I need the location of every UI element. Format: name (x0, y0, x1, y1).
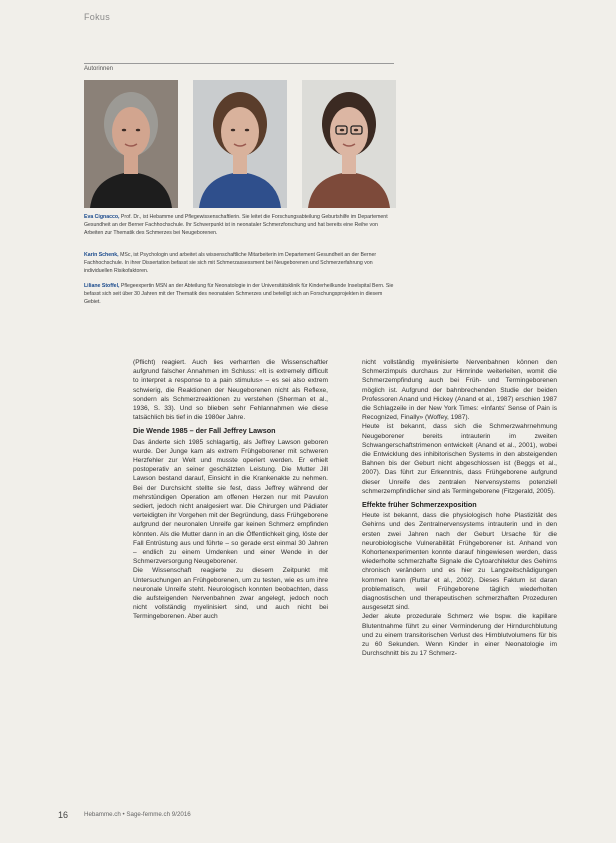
subheading: Effekte früher Schmerzexposition (362, 500, 477, 510)
paragraph: Die Wissenschaft reagierte zu diesem Zeitpunkt mit Untersuchungen an Frühgeborenen, um zu testen, wie es um ihre neuronale Unreife steht. Neurologisch konnten beobachten, dass die aufsteigenden Nervenbahnen zwar angelegt, jedoch noch nicht vollständig myelinisiert sind, und auch nicht bei Termingeborenen. Aber auch (133, 567, 328, 621)
author-photo-schenk (193, 80, 287, 208)
portrait-illustration (84, 80, 178, 208)
paragraph: Heute ist bekannt, dass sich die Schmerzwahrnehmung Neugeborener bereits intrauterin im zweiten Schwangerschaftstrimenon entwickelt (Anand et al., 2001), wobei die Entwicklung des inhibitorischen Systems in den absteigenden Bahnen bis der Geburt nicht abgeschlossen ist (Beggs et al., 2007). Das führt zur Erkenntnis, dass Frühgeborene aufgrund dieser Unreife des zentralen Nervensystems potenziell schmerzempfindlicher sind als Termingeborene (Fitzgerald, 2005). (362, 423, 557, 495)
bio-stoffel (84, 283, 396, 307)
paragraph: Heute ist bekannt, dass die physiologisch hohe Plastizität des Gehirns und des Zentralnervensystems intrauterin und in den ersten zwei Jahren nach der Geburt Ursache für die neurobiologische Vulnerabilität Frühgeborener ist. Anhand von Kohortenexperimenten konnte darauf hingewiesen werden, dass wiederholte schmerzhafte Signale die Cytoarchitektur des Gehirns chronisch verändern und es hier zu Langzeitschädigungen kommen kann (Ruttar et al., 2002). Dieses Faktum ist daran problematisch, weil Frühgeborene täglich wiederholten diagnostischen und therapeutischen schmerzhaften Prozeduren ausgesetzt sind. (362, 512, 557, 612)
section-label: Fokus (84, 12, 111, 22)
subheading: Die Wende 1985 – der Fall Jeffrey Lawson (133, 426, 276, 436)
photo-face (221, 107, 259, 157)
bio-schenk (84, 252, 396, 276)
portrait-illustration (193, 80, 287, 208)
bio-name: Karin Schenk, (84, 252, 119, 258)
photo-eye-left (122, 129, 126, 132)
author-photo-stoffel (302, 80, 396, 208)
photo-eye-right (136, 129, 140, 132)
photo-face (112, 107, 150, 157)
photo-eye-left (231, 129, 235, 132)
bio-text: MSc, ist Psychologin und arbeitet als wissenschaftliche Mitarbeiterin im Departement Gesundheit an der Berner Fachhochschule. In ihrer Dissertation befasst sie sich mit Schmerzassessment bei Neugeborenen und Schmerzerfahrung von individuellen Risikofaktoren. (84, 252, 377, 274)
photo-eye-right (245, 129, 249, 132)
paragraph: nicht vollständig myelinisierte Nervenbahnen können den Schmerzimpuls durchaus zur Hirnrinde weiterleiten, womit die Schmerzempfindung auch bei Früh- und Termingeborenen möglich ist. Aufgrund der bahnbrechenden Studie der beiden Professoren Anand und Hickey (Anand et al., 1987) erschien 1987 die Schlagzeile in der New York Times: «Infants' Sense of Pain is Recognized, Finally» (Woffey, 1987). (362, 359, 557, 422)
paragraph: Jeder akute prozedurale Schmerz wie bspw. die kapillare Blutentnahme führt zu einer Verminderung der Hirndurchblutung und zu einem transitorischen Verlust des Hirnblutvolumens für bis zu 60 Sekunden. Wenn Kinder in einer Neonatologie im Durchschnitt bis zu 17 Schmerz- (362, 613, 557, 658)
bio-cignacco (84, 214, 396, 238)
bio-text: Prof. Dr., ist Hebamme und Pflegewissenschaftlerin. Sie leitet die Forschungsabteilung Geburtshilfe im Departement Gesundheit an der Berner Fachhochschule. Ihr Schwerpunkt ist in neonataler Schmerzforschung und hat bereits eine Reihe von Arbeiten zur Thematik des Schmerzes bei Neugeborenen. (84, 214, 388, 236)
authors-label: Autorinnen (84, 66, 114, 72)
publication-line: Hebamme.ch • Sage-femme.ch 9/2016 (84, 811, 191, 818)
bio-name: Liliane Stoffel, (84, 283, 120, 289)
paragraph: (Pflicht) reagiert. Auch lies verharrten die Wissenschaftler aufgrund falscher Annahmen im Schluss: «It is extremely difficult to interpret a response to a pain stimulus» – es sei also extrem schwierig, die Reaktionen der Neugeborenen nicht als Reflexe, sondern als Schmerzreaktionen zu verstehen (Sherman et al., 1936, S. 33). Und so blieben sehr Fehlannahmen wie diese tatsächlich bis tief in die 1980er Jahre. (133, 359, 328, 422)
portrait-illustration (302, 80, 396, 208)
right-column (362, 358, 557, 659)
photo-eye-left (340, 129, 344, 132)
bio-text: Pflegeexpertin MSN an der Abteilung für Neonatologie in der Universitätsklinik für Kinderheilkunde Inselspital Bern. Sie befasst sich seit über 30 Jahren mit der Thematik des neonatalen Schmerzes und beteiligt sich an Forschungsprojekten in diesem Gebiet. (84, 283, 394, 305)
header-rule (84, 63, 394, 64)
left-column (133, 358, 328, 622)
paragraph: Das änderte sich 1985 schlagartig, als Jeffrey Lawson geboren wurde. Der Junge kam als extrem Frühgeborener mit schweren Herzfehler zur Welt und musste operiert werden. Er erhielt postoperativ an seiner geschätzten Leistung. Die Mutter Jill Lawson bestand darauf, Einsicht in die Krankenakte zu nehmen. Bei der Durchsicht stellte sie fest, dass Jeffrey während der mehrstündigen Operation am offenen Herzen nur mit Pavulon sediert, jedoch nicht analgesiert war. Die Chirurgen und Pädiater verteidigten ihr Vorgehen mit der Begründung, dass Frühgeborene aufgrund der neuronalen Unreife gar keinen Schmerz empfinden könnten. Als die Mutter dann in an die Öffentlichkeit ging, löste der Fall Entrüstung aus und führte – so gerade erst einmal 30 Jahren – endlich zu einem Umdenken und einer Wende in der Schmerzversorgung Neugeborener. (133, 438, 328, 566)
page-number: 16 (58, 810, 69, 820)
author-photo-cignacco (84, 80, 178, 208)
bio-name: Eva Cignacco, (84, 214, 120, 220)
photo-eye-right (354, 129, 358, 132)
